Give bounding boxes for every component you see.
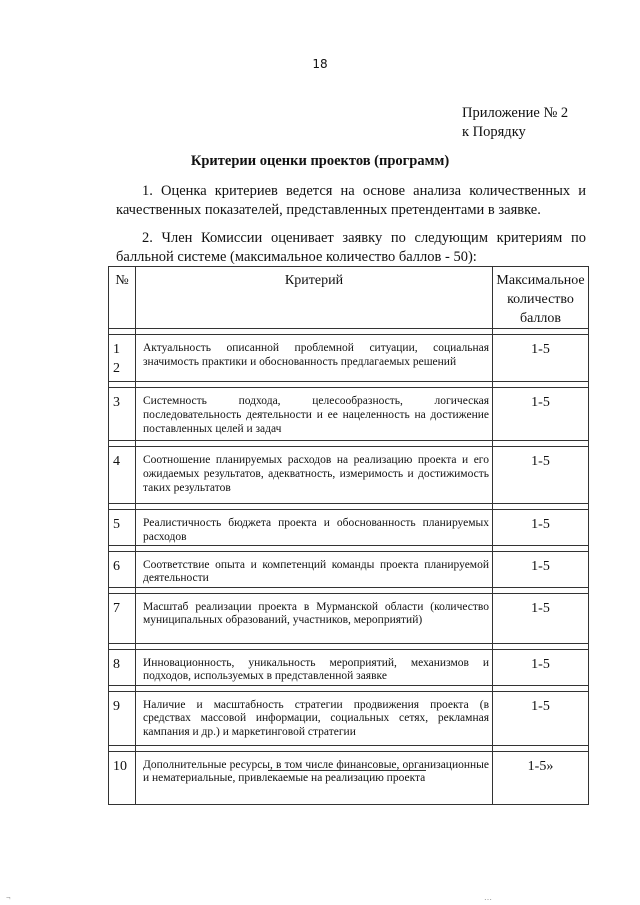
- row-number: 5: [109, 510, 136, 546]
- header-max-score: Максимальное количество баллов: [493, 267, 589, 329]
- row-number: 9: [109, 691, 136, 745]
- table-row: [109, 551, 589, 587]
- row-max-score: 1-5: [493, 593, 589, 643]
- table-row: [109, 649, 589, 685]
- row-max-score: 1-5: [493, 649, 589, 685]
- table-row: [109, 388, 589, 441]
- corner-mark-left: ¬: [6, 893, 11, 902]
- row-criterion: Реалистичность бюджета проекта и обоснованность планируемых расходов: [136, 510, 493, 546]
- criteria-table-body: [109, 329, 589, 805]
- row-max-score: 1-5: [493, 510, 589, 546]
- header-number: №: [109, 267, 136, 329]
- row-max-score: 1-5: [493, 335, 589, 382]
- row-criterion: Масштаб реализации проекта в Мурманской области (количество муниципальных образований, участников, мероприятий): [136, 593, 493, 643]
- table-row: [109, 510, 589, 546]
- page-number: 18: [312, 57, 328, 71]
- document-title: Критерии оценки проектов (программ): [190, 153, 450, 169]
- paragraph-1: 1. Оценка критериев ведется на основе анализа количественных и качественных показателей, представленных претендентами в заявке.: [116, 183, 586, 218]
- row-criterion: Наличие и масштабность стратегии продвижения проекта (в средствах массовой информации, социальных сетях, рекламная кампания и др.) и маркетинговой стратегии: [136, 691, 493, 745]
- row-criterion: Соответствие опыта и компетенций команды проекта планируемой деятельности: [136, 551, 493, 587]
- row-criterion: Соотношение планируемых расходов на реализацию проекта и его ожидаемых результатов, адекватность, измеримость и достижимость таких результатов: [136, 447, 493, 504]
- row-criterion: Дополнительные ресурсы, в том числе финансовые, организационные и нематериальные, привлекаемые на реализацию проекта: [136, 751, 493, 804]
- row-number: 10: [109, 751, 136, 804]
- table-row: [109, 751, 589, 804]
- row-criterion: Инновационность, уникальность мероприятий, механизмов и подходов, используемых в представленной заявке: [136, 649, 493, 685]
- row-number: 4: [109, 447, 136, 504]
- row-max-score: 1-5: [493, 691, 589, 745]
- paragraph-2: 2. Член Комиссии оценивает заявку по следующим критериям по балльной системе (максимальное количество баллов - 50):: [116, 230, 586, 265]
- row-number: 6: [109, 551, 136, 587]
- end-rule: [268, 770, 426, 771]
- annex-line-1: Приложение № 2: [462, 105, 569, 121]
- row-criterion: Системность подхода, целесообразность, логическая последовательность деятельности и ее нацеленность на достижение поставленных целей и задач: [136, 388, 493, 441]
- table-header-row: [109, 267, 589, 329]
- row-max-score: 1-5»: [493, 751, 589, 804]
- row-criterion: Актуальность описанной проблемной ситуации, социальная значимость практики и обоснованность предлагаемых решений: [136, 335, 493, 382]
- corner-mark-right: …: [484, 893, 492, 902]
- table-row: [109, 335, 589, 382]
- table-row: [109, 447, 589, 504]
- row-number: 3: [109, 388, 136, 441]
- row-number: 7: [109, 593, 136, 643]
- row-number: 1 2: [109, 335, 136, 382]
- row-max-score: 1-5: [493, 388, 589, 441]
- header-criterion: Критерий: [136, 267, 493, 329]
- table-row: [109, 691, 589, 745]
- row-number: 8: [109, 649, 136, 685]
- row-max-score: 1-5: [493, 447, 589, 504]
- annex-line-2: к Порядку: [462, 124, 526, 140]
- criteria-table: [108, 266, 589, 805]
- annex-reference: [462, 104, 568, 142]
- table-row: [109, 593, 589, 643]
- row-max-score: 1-5: [493, 551, 589, 587]
